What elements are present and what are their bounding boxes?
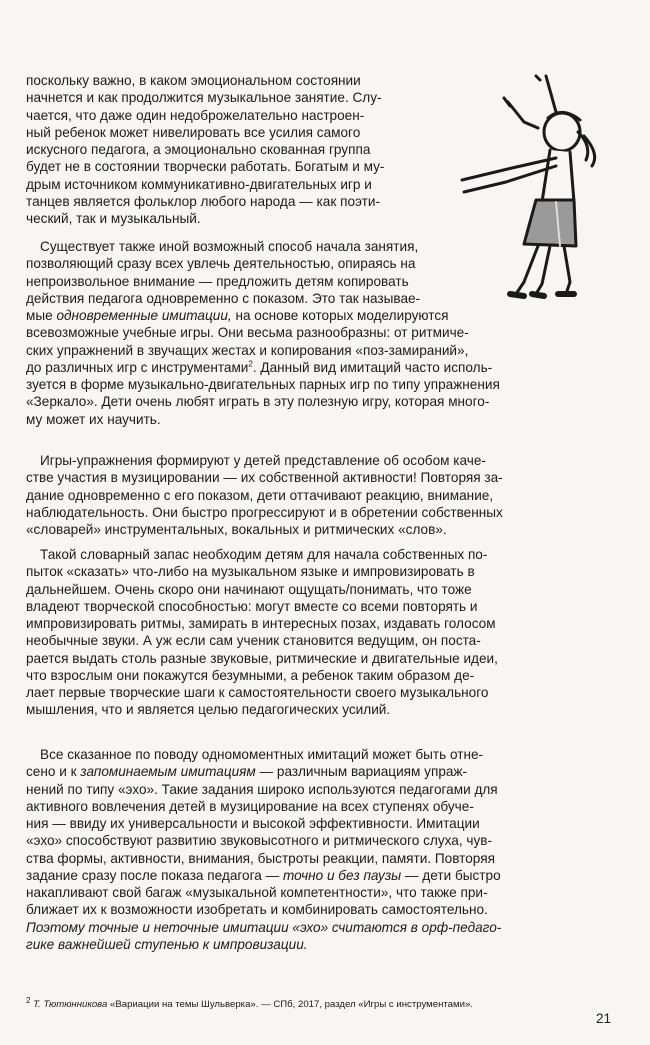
footnote-mark: 2 [26, 995, 31, 1005]
italic-conclusion-line: Поэтому точные и неточные имитации «эхо» считаются в орф-педаго- [26, 919, 502, 935]
text-line: искусного педагога, а эмоционально скованная группа [26, 142, 371, 157]
text-line: непроизвольное внимание — предложить детям копировать [26, 273, 409, 289]
paragraph-5 [26, 746, 600, 953]
footnote-author: Т. Тютюнникова [33, 999, 108, 1010]
text-line: танцев является фольклор любого народа — как поэти- [26, 193, 380, 209]
text-line: Такой словарный запас необходим детям для начала собственных по- [40, 547, 488, 562]
text-line: поскольку важно, в каком эмоциональном состоянии [26, 73, 361, 88]
text-line: рается выдать столь разные звуковые, ритмические и двигательные идеи, [26, 650, 498, 666]
text-line: будет не в состоянии творчески работать. Богатым и му- [26, 159, 385, 175]
text-line: ских упражнений в звучащих жестах и копирования «поз-замираний», [26, 342, 469, 358]
italic-term: точно и без паузы [282, 867, 402, 883]
text-line: мышления, что и является целью педагогических усилий. [26, 702, 391, 718]
paragraph-4 [26, 546, 600, 719]
text-line: «Зеркало». Дети очень любят играть в эту полезную игру, которая много- [26, 394, 490, 410]
text-line: ный ребенок может нивелировать все усилия самого [26, 124, 361, 140]
text-line: Существует также иной возможный способ начала занятия, [40, 239, 419, 254]
page-number: 21 [596, 1011, 612, 1026]
text-line: стве участия в музицировании — их собственной активности! Повторяя за- [26, 470, 503, 486]
text-line: что взрослым они покажутся безумными, а ребенок таким образом де- [26, 667, 475, 683]
text-segment: сено и к [26, 764, 81, 780]
text-line: активного вовлечения детей в музицирование на всех ступенях обуче- [26, 798, 474, 814]
text-line: чается, что даже один недоброжелательно настроен- [26, 107, 365, 123]
text-segment: мые [26, 308, 57, 323]
footnote-text: «Вариации на темы Шульверка». — СПб, 2017, раздел «Игры с инструментами». [107, 999, 473, 1010]
text-line: му может их научить. [26, 411, 161, 427]
text-line: необычные звуки. А уж если сам ученик становится ведущим, он поста- [26, 633, 481, 649]
text-line: позволяющий сразу всех увлечь деятельностью, опираясь на [26, 256, 416, 272]
text-line: зуется в форме музыкально-двигательных парных игр по типу упражнения [26, 377, 500, 392]
text-line: пыток «сказать» что-либо на музыкальном языке и импровизировать в [26, 564, 475, 580]
footnote [26, 995, 616, 1011]
text-line: ния — ввиду их универсальности и высокой эффективности. Имитации [26, 816, 480, 831]
text-line [26, 307, 451, 324]
text-segment: задание сразу после показа педагога — [26, 867, 283, 883]
text-line: ческий, так и музыкальный. [26, 211, 201, 226]
text-line: импровизировать ритмы, замирать в интересных позах, издавать голосом [26, 616, 496, 631]
dancing-children-illustration [452, 62, 622, 302]
text-line: накапливают свой багаж «музыкальной компетентности», что также при- [26, 885, 488, 900]
paragraph-2 [26, 238, 500, 428]
text-line [26, 867, 600, 884]
text-line: «эхо» способствуют развитию звуковысотного и ритмического слуха, чув- [26, 833, 492, 849]
text-line: ближает их к возможности изобретать и комбинировать самостоятельно. [26, 902, 488, 918]
text-line: ства формы, активности, внимания, быстроты реакции, памяти. Повторяя [26, 850, 495, 866]
text-segment: до различных игр с инструментами [26, 359, 249, 375]
text-line: всевозможные учебные игры. Они весьма разнообразны: от ритмиче- [26, 325, 469, 341]
paragraph-1 [26, 72, 451, 227]
text-line: нений по типу «эхо». Такие задания широко используются педагогами для [26, 781, 498, 797]
footnote-ref[interactable]: 2 [248, 359, 253, 369]
italic-term: запоминаемым имитациям [80, 764, 256, 780]
text-line: «словарей» инструментальных, вокальных и ритмических «слов». [26, 522, 447, 537]
text-line: владеют творческой способностью: могут вместе со всеми повторять и [26, 598, 478, 614]
text-line: наблюдательность. Они быстро прогрессируют и в обретении собственных [26, 504, 503, 520]
text-line: дание одновременно с его показом, дети оттачивают реакцию, внимание, [26, 487, 494, 503]
text-line [26, 763, 600, 780]
text-segment: — дети быстро [401, 867, 501, 883]
text-line: действия педагога одновременно с показом. Это так называе- [26, 290, 421, 306]
text-segment: — различным вариациям упраж- [255, 764, 468, 780]
text-line [26, 359, 493, 376]
italic-conclusion-line: гике важнейшей ступенью к импровизации. [26, 936, 308, 952]
text-line: Все сказанное по поводу одномоментных имитаций может быть отне- [40, 747, 484, 762]
text-line: начнется и как продолжится музыкальное занятие. Слу- [26, 90, 382, 106]
text-line: дрым источником коммуникативно-двигательных игр и [26, 176, 372, 192]
text-line: лает первые творческие шаги к самостоятельности своего музыкального [26, 685, 489, 700]
text-segment: на основе которых моделируются [231, 308, 449, 323]
paragraph-3 [26, 452, 600, 538]
text-segment: . Данный вид имитаций часто исполь- [252, 359, 493, 375]
italic-term: одновременные имитации, [56, 308, 232, 323]
text-line: дальнейшем. Очень скоро они начинают ощущать/понимать, что тоже [26, 581, 472, 597]
text-line: Игры-упражнения формируют у детей представление об особом каче- [40, 453, 486, 468]
